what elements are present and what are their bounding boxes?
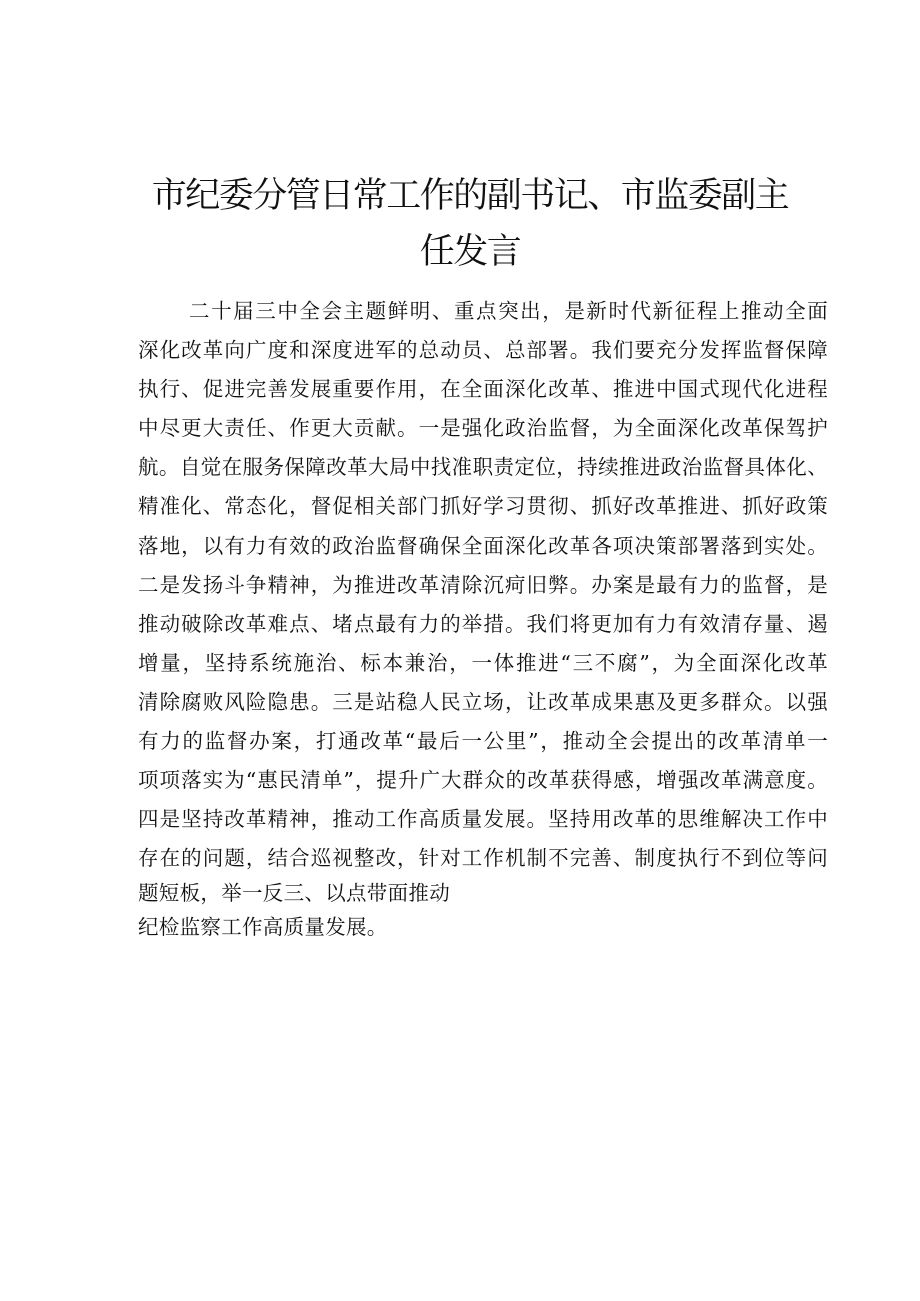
- body-line-6: 精准化、常态化，督促相关部门抓好学习贯彻、抓好改革推进、抓好政策: [138, 494, 828, 519]
- body-line-13: 项项落实为“惠民清单”，提升广大群众的改革获得感，增强改革满意度。: [138, 768, 828, 793]
- body-line-15: 存在的问题，结合巡视整改，针对工作机制不完善、制度执行不到位等问: [138, 846, 828, 871]
- body-line-4: 中尽更大责任、作更大贡献。一是强化政治监督，为全面深化改革保驾护: [138, 416, 828, 441]
- body-line-9: 推动破除改革难点、堵点最有力的举措。我们将更加有力有效清存量、遏: [138, 611, 828, 636]
- body-line-12: 有力的监督办案，打通改革“最后一公里”，推动全会提出的改革清单一: [138, 729, 828, 754]
- body-line-7: 落地，以有力有效的政治监督确保全面深化改革各项决策部署落到实处。: [138, 533, 828, 558]
- speech-body: [138, 292, 828, 948]
- body-line-14: 四是坚持改革精神，推动工作高质量发展。坚持用改革的思维解决工作中: [138, 807, 828, 832]
- title-line-2: 任发言: [419, 232, 521, 272]
- body-line-10: 增量，坚持系统施治、标本兼治，一体推进“三不腐”，为全面深化改革: [138, 650, 828, 675]
- body-line-17: 纪检监察工作高质量发展。: [138, 915, 388, 940]
- body-line-16: 题短板，举一反三、以点带面推动: [138, 881, 450, 906]
- title-line-1: 市纪委分管日常工作的副书记、市监委副主: [151, 176, 789, 216]
- page-title: [140, 168, 800, 280]
- body-line-2: 深化改革向广度和深度进军的总动员、总部署。我们要充分发挥监督保障: [138, 338, 828, 363]
- body-line-8: 二是发扬斗争精神，为推进改革清除沉疴旧弊。办案是最有力的监督，是: [138, 572, 828, 597]
- body-line-1: 二十届三中全会主题鲜明、重点突出，是新时代新征程上推动全面: [189, 299, 828, 323]
- body-line-3: 执行、促进完善发展重要作用，在全面深化改革、推进中国式现代化进程: [138, 377, 828, 402]
- body-line-11: 清除腐败风险隐患。三是站稳人民立场，让改革成果惠及更多群众。以强: [138, 689, 828, 714]
- body-line-5: 航。自觉在服务保障改革大局中找准职责定位，持续推进政治监督具体化、: [138, 455, 828, 480]
